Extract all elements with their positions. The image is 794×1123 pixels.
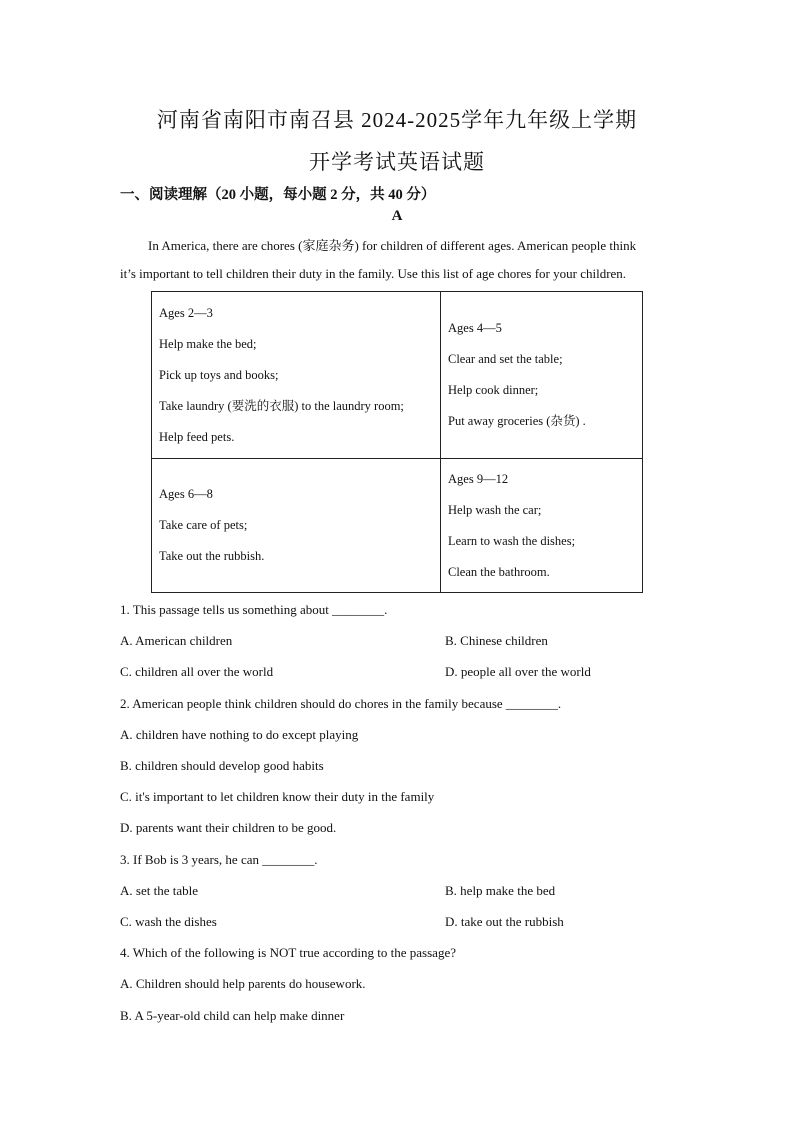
table-row (152, 292, 643, 459)
passage-line-2: it’s important to tell children their duty in the family. Use this list of age chores for your children. (120, 266, 627, 281)
table-cell-ages-6-8 (152, 459, 441, 593)
chore-item: Help make the bed; (159, 336, 257, 351)
chore-item: Help wash the car; (448, 502, 542, 517)
question-2-option-b[interactable]: B. children should develop good habits (120, 758, 324, 773)
question-1-stem: 1. This passage tells us something about ________. (120, 602, 388, 617)
passage-label: A (391, 208, 403, 224)
question-1-option-c[interactable]: C. children all over the world (120, 664, 274, 679)
chore-item: Put away groceries (杂货) . (448, 414, 586, 428)
question-3-stem: 3. If Bob is 3 years, he can ________. (120, 852, 318, 867)
exam-title-line-2: 开学考试英语试题 (309, 150, 485, 174)
chore-item: Take laundry (要洗的衣服) to the laundry room; (159, 398, 404, 413)
question-2-option-d[interactable]: D. parents want their children to be good. (120, 820, 337, 835)
cell-heading: Ages 6—8 (159, 487, 213, 501)
question-4-option-a[interactable]: A. Children should help parents do housework. (120, 976, 366, 991)
chore-item: Clean the bathroom. (448, 564, 550, 579)
section-heading: 一、阅读理解（20 小题，每小题 2 分，共 40 分） (120, 187, 436, 203)
question-1-option-d[interactable]: D. people all over the world (445, 664, 591, 679)
table-row (152, 459, 643, 593)
cell-heading: Ages 9—12 (448, 471, 509, 486)
question-3-option-d[interactable]: D. take out the rubbish (445, 914, 564, 929)
chore-item: Help cook dinner; (448, 383, 539, 397)
table-cell-ages-9-12 (441, 459, 643, 593)
chore-item: Take care of pets; (159, 518, 248, 532)
chore-item: Take out the rubbish. (159, 549, 265, 563)
chore-item: Pick up toys and books; (159, 367, 279, 382)
chore-item: Clear and set the table; (448, 352, 563, 366)
question-1-option-b[interactable]: B. Chinese children (445, 633, 548, 648)
question-3-option-b[interactable]: B. help make the bed (445, 883, 556, 898)
cell-heading: Ages 2—3 (159, 305, 213, 320)
question-2-option-a[interactable]: A. children have nothing to do except playing (120, 727, 359, 742)
question-3-option-c[interactable]: C. wash the dishes (120, 914, 217, 929)
question-3-option-a[interactable]: A. set the table (120, 883, 198, 898)
passage-line-1: In America, there are chores (家庭杂务) for children of different ages. American people think (148, 238, 637, 253)
chore-item: Help feed pets. (159, 429, 235, 444)
question-4-option-b[interactable]: B. A 5-year-old child can help make dinner (120, 1008, 345, 1023)
table-cell-ages-2-3 (152, 292, 441, 459)
cell-heading: Ages 4—5 (448, 321, 502, 335)
chore-item: Learn to wash the dishes; (448, 533, 576, 548)
question-4-stem: 4. Which of the following is NOT true according to the passage? (120, 945, 456, 960)
question-1-option-a[interactable]: A. American children (120, 633, 233, 648)
exam-title-line-1: 河南省南阳市南召县 2024-2025学年九年级上学期 (156, 108, 638, 132)
question-2-option-c[interactable]: C. it's important to let children know their duty in the family (120, 789, 435, 804)
table-cell-ages-4-5 (441, 292, 643, 459)
age-chores-table (151, 291, 643, 593)
question-2-stem: 2. American people think children should do chores in the family because ________. (120, 696, 562, 711)
